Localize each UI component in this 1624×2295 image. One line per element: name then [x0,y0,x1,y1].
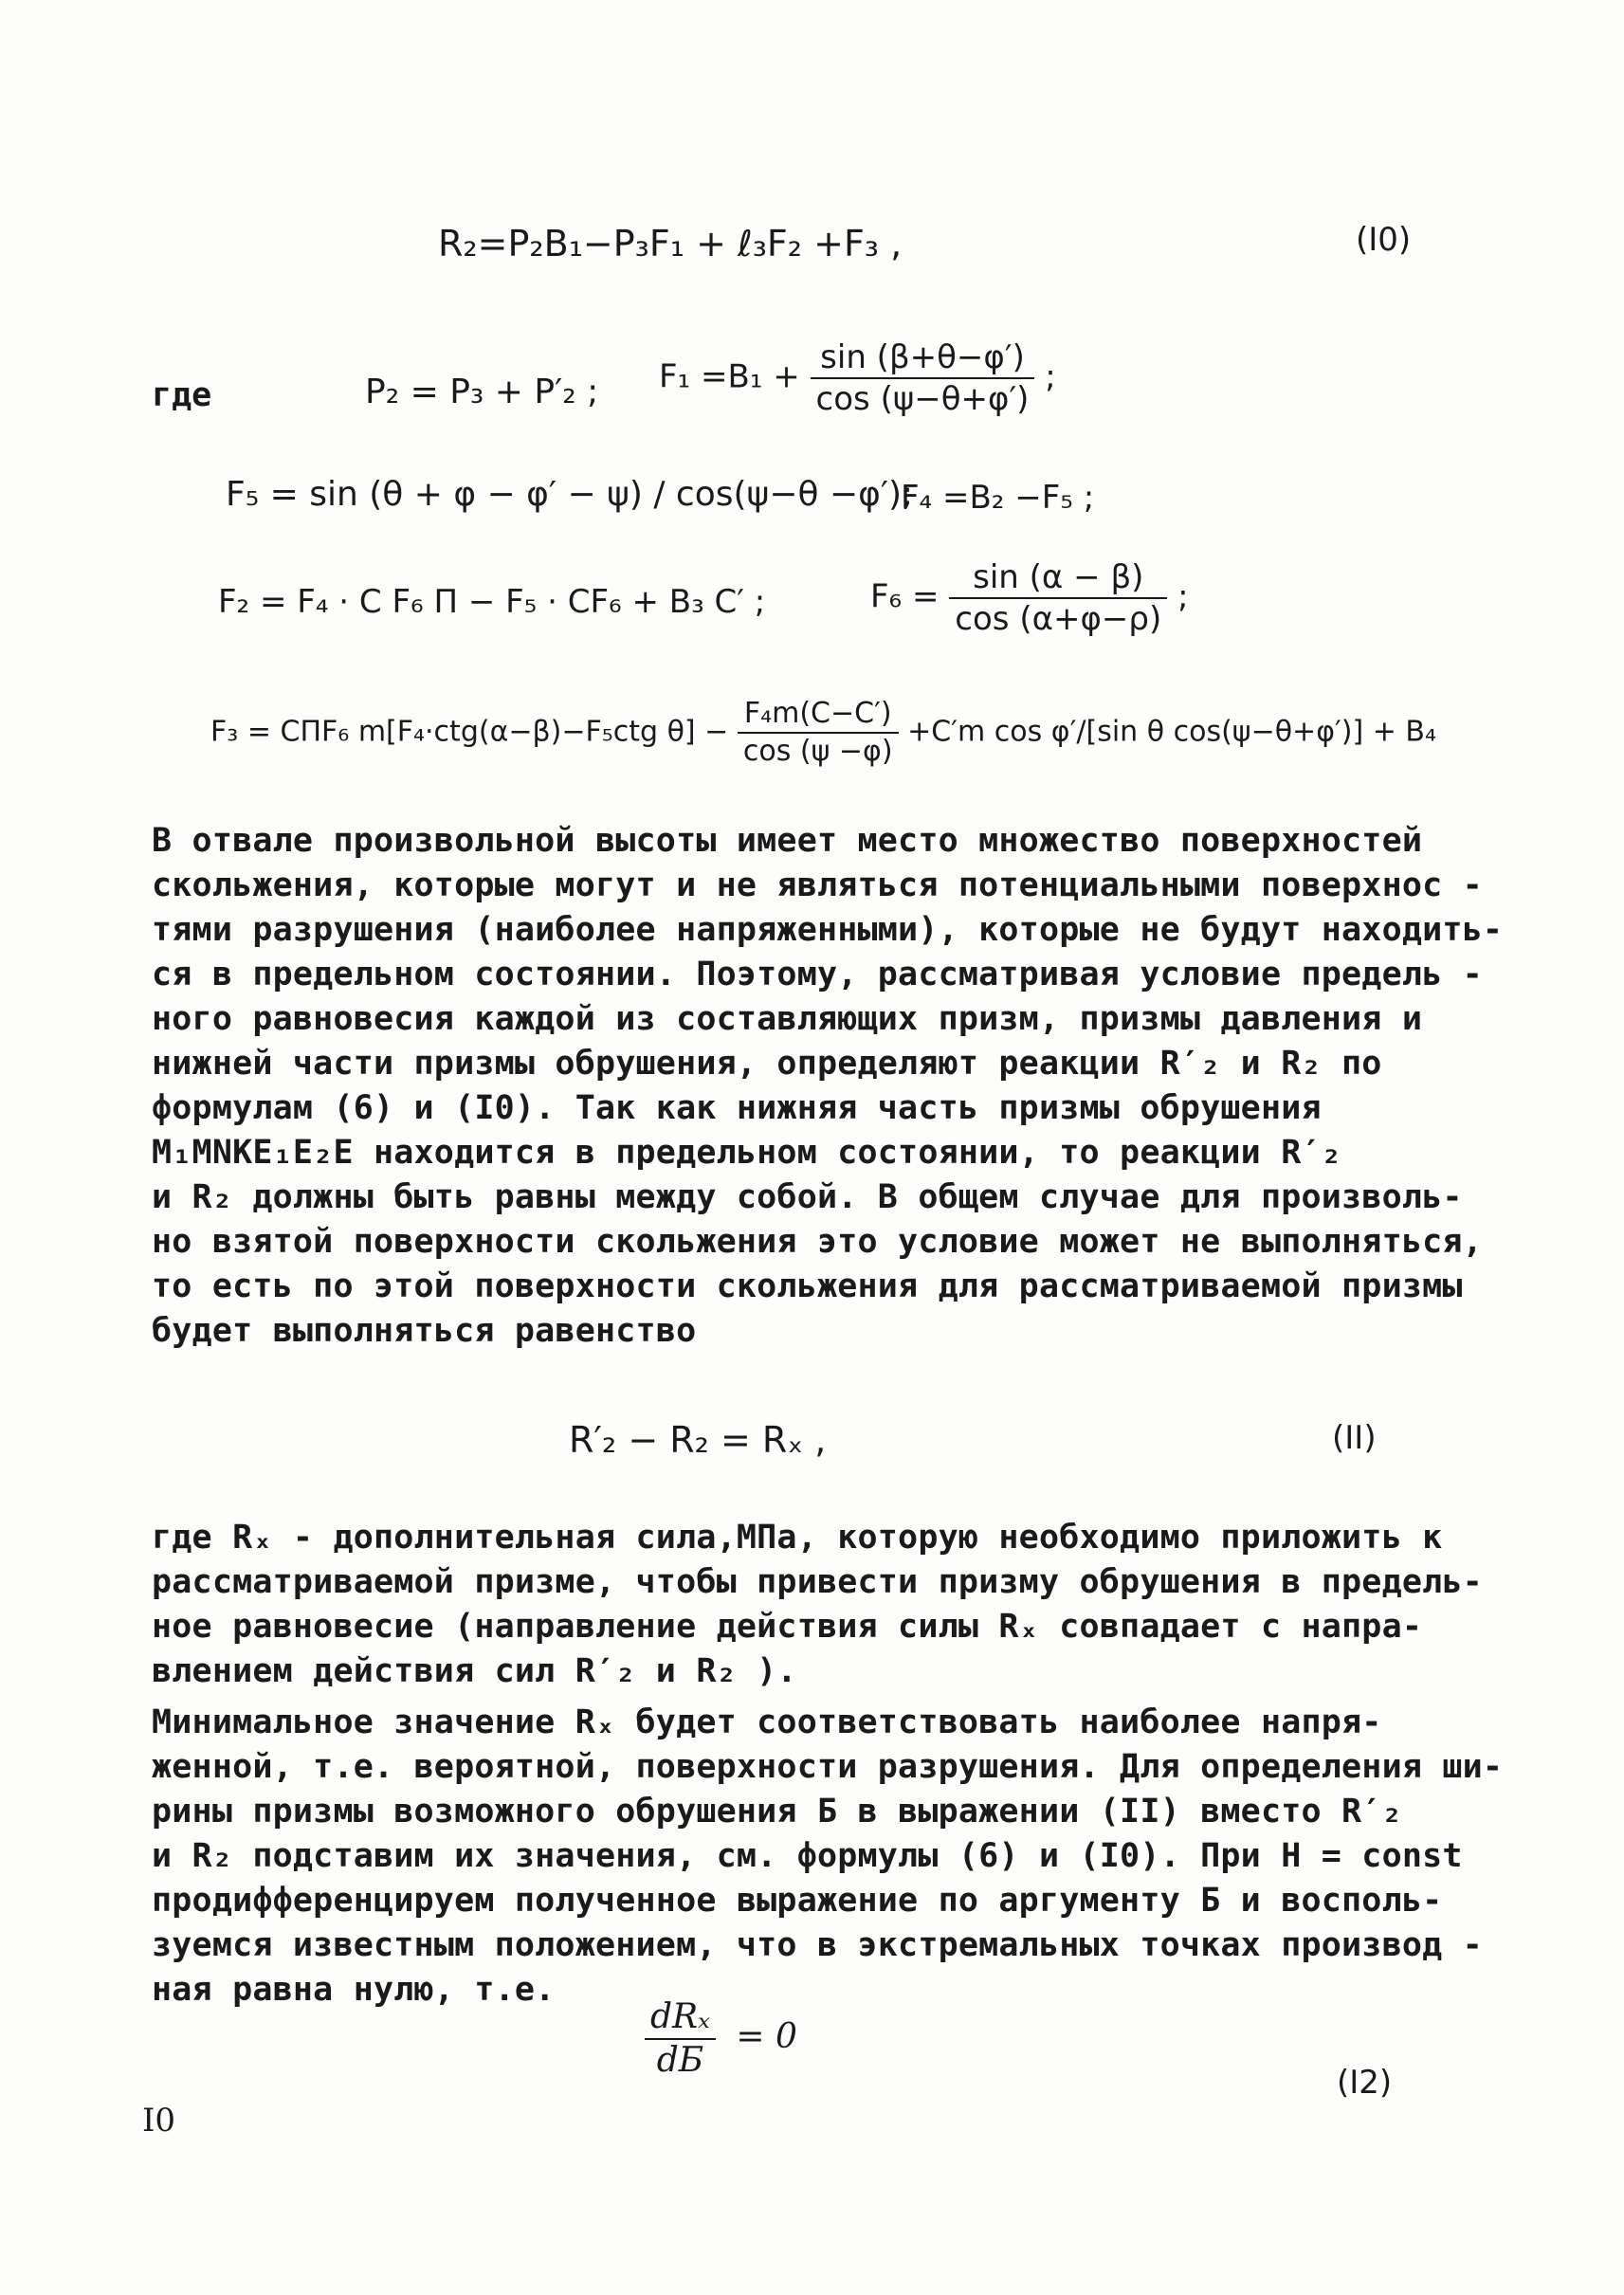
f4-definition: F₄ =B₂ −F₅ ; [901,479,1095,517]
paragraph3-line-3: рины призмы возможного обрушения Б в выражении (II) вместо R′₂ [152,1793,1402,1831]
paragraph1-line-7: формулам (6) и (I0). Так как нижняя часть призмы обрушения [152,1089,1322,1127]
paragraph1-line-10: но взятой поверхности скольжения это условие может не выполняться, [152,1223,1483,1261]
f6-end: ; [1177,577,1189,616]
eq12-numerator: dRₓ [645,2000,716,2040]
equation-12 [645,1997,797,2080]
paragraph3-line-6: зуемся известным положением, что в экстремальных точках производ - [152,1926,1483,1964]
paragraph1-line-11: то есть по этой поверхности скольжения для рассматриваемой призмы [152,1267,1463,1305]
f1-definition [659,338,1056,418]
f1-prefix: F₁ =B₁ + [659,357,800,396]
where-label: где [152,376,212,414]
f3-denominator: cos (ψ −φ) [742,735,893,768]
equation-12-number: (I2) [1337,2064,1393,2102]
f6-fraction [949,558,1167,638]
paragraph1-line-3: тями разрушения (наиболее напряженными), которые не будут находить- [152,911,1504,949]
paragraph1-line-6: нижней части призмы обрушения, определяют реакции R′₂ и R₂ по [152,1045,1382,1083]
paragraph2-line-3: ное равновесие (направление действия силы Rₓ совпадает с напра- [152,1608,1423,1646]
equation-10-formula: R₂=P₂B₁−P₃F₁ + ℓ₃F₂ +F₃ , [438,223,903,264]
paragraph1-line-9: и R₂ должны быть равны между собой. В общем случае для произволь- [152,1178,1463,1216]
eq12-rhs: = 0 [736,2017,797,2056]
f1-end: ; [1045,357,1056,396]
f6-definition [870,558,1189,638]
paragraph1-line-12: будет выполняться равенство [152,1312,697,1350]
p2-definition: P₂ = P₃ + P′₂ ; [365,373,599,411]
f3-part1: F₃ = CПF₆ m[F₄·ctg(α−β)−F₅ctg θ] − [210,715,729,749]
f5-definition: F₅ = sin (θ + φ − φ′ − ψ) / cos(ψ−θ −φ′); [226,475,914,514]
paragraph1-line-2: скольжения, которые могут и не являться потенциальными поверхнос - [152,866,1483,904]
f6-numerator: sin (α − β) [949,561,1167,599]
f1-denominator: cos (ψ−θ+φ′) [815,380,1030,418]
paragraph3-line-4: и R₂ подставим их значения, см. формулы (6) и (I0). При H = const [152,1837,1463,1875]
f3-numerator: F₄m(C−C′) [738,700,899,734]
f3-definition [210,697,1437,768]
paragraph2-line-1: где Rₓ - дополнительная сила,МПа, которую необходимо приложить к [152,1519,1443,1557]
paragraph3-line-2: женной, т.е. вероятной, поверхности разрушения. Для определения ши- [152,1748,1504,1786]
paragraph1-line-1: В отвале произвольной высоты имеет место множество поверхностей [152,822,1423,860]
f6-prefix: F₆ = [870,577,940,616]
page-number: I0 [142,2102,176,2140]
f1-numerator: sin (β+θ−φ′) [811,341,1035,379]
f1-fraction [811,338,1035,418]
eq12-denominator: dБ [656,2041,704,2080]
f6-denominator: cos (α+φ−ρ) [955,600,1162,638]
paragraph2-line-2: рассматриваемой призме, чтобы привести призму обрушения в предель- [152,1563,1483,1601]
paragraph1-line-8: M₁MNKE₁E₂E находится в предельном состоянии, то реакции R′₂ [152,1134,1342,1172]
eq12-fraction [645,1997,716,2080]
paragraph3-line-5: продифференцируем полученное выражение по аргументу Б и восполь- [152,1882,1443,1920]
f2-definition: F₂ = F₄ · C F₆ П − F₅ · CF₆ + B₃ C′ ; [218,583,766,621]
paragraph3-line-7: ная равна нулю, т.е. [152,1971,556,2009]
f3-part2: +C′m cos φ′/[sin θ cos(ψ−θ+φ′)] + B₄ [907,715,1437,749]
equation-11-number: (II) [1332,1419,1377,1457]
paragraph2-line-4: влением действия сил R′₂ и R₂ ). [152,1652,797,1690]
f3-fraction [738,697,899,768]
equation-10-number: (I0) [1356,221,1412,259]
paragraph3-line-1: Минимальное значение Rₓ будет соответствовать наиболее напря- [152,1703,1382,1741]
equation-11: R′₂ − R₂ = Rₓ , [569,1419,827,1461]
paragraph1-line-4: ся в предельном состоянии. Поэтому, рассматривая условие предель - [152,956,1483,993]
paragraph1-line-5: ного равновесия каждой из составляющих призм, призмы давления и [152,1000,1423,1038]
equation-10 [438,223,903,264]
